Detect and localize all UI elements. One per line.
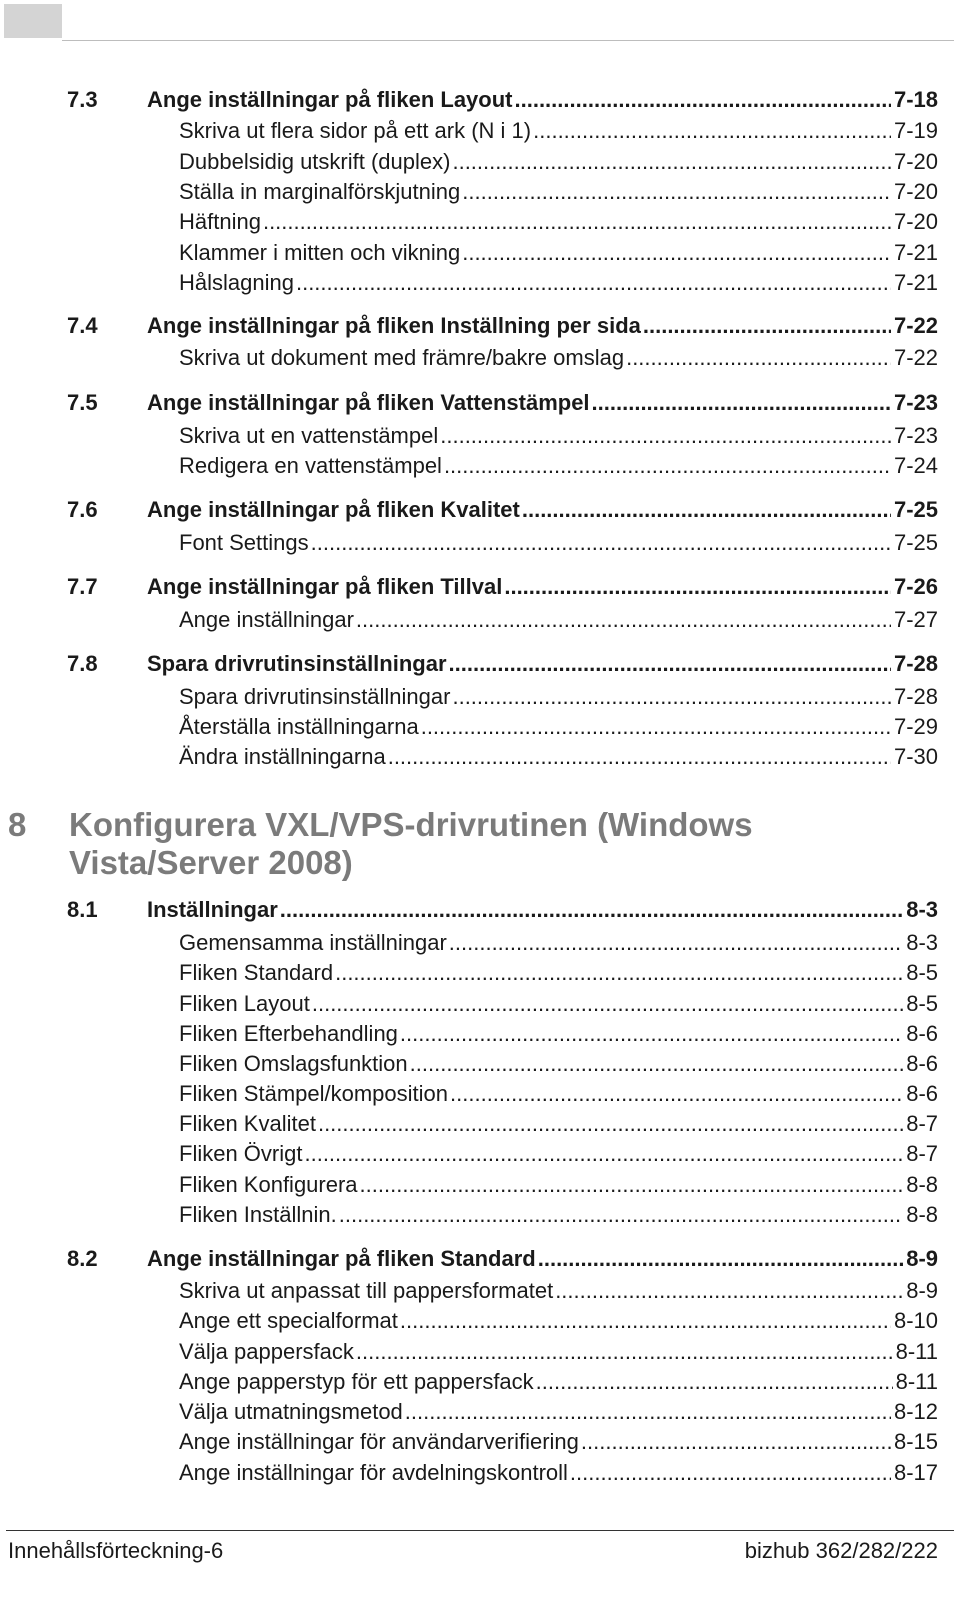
toc-subsection-entry[interactable]: [0, 604, 960, 636]
toc-dot-leader: [278, 894, 903, 926]
toc-subsection-entry[interactable]: [0, 711, 960, 743]
toc-dot-leader: [358, 1169, 904, 1201]
toc-page-number: 7-20: [893, 209, 938, 234]
chapter-title: Konfigurera VXL/VPS-drivrutinen (Windows Vista/Server 2008): [69, 806, 753, 881]
toc-entry-title: Skriva ut flera sidor på ett ark (N i 1): [179, 118, 532, 143]
toc-entry-line: [179, 342, 938, 374]
footer-section-label: Innehållsförteckning-6: [8, 1538, 224, 1563]
toc-subsection-entry[interactable]: [0, 1018, 960, 1050]
toc-dot-leader: [579, 1426, 891, 1458]
toc-subsection-entry[interactable]: [0, 1169, 960, 1201]
toc-subsection-entry[interactable]: [0, 1336, 960, 1368]
toc-entry-title: Ange ett specialformat: [179, 1308, 398, 1333]
toc-section-number: 7.8: [67, 651, 98, 676]
toc-page-number: 7-20: [893, 149, 938, 174]
toc-subsection-entry[interactable]: [0, 146, 960, 178]
toc-entry-title: Ange inställningar på fliken Layout: [147, 87, 513, 112]
toc-dot-leader: [337, 1199, 903, 1231]
footer-product-label: bizhub 362/282/222: [744, 1538, 938, 1563]
toc-section-number: 8.2: [67, 1246, 98, 1271]
toc-entry-line: [179, 115, 938, 147]
toc-section-entry[interactable]: [0, 571, 960, 603]
toc-entry-title: Ange inställningar på fliken Tillval: [147, 574, 503, 599]
toc-entry-title: Hålslagning: [179, 270, 294, 295]
toc-page-number: 8-6: [906, 1081, 938, 1106]
toc-dot-leader: [310, 988, 903, 1020]
toc-dot-leader: [408, 1048, 904, 1080]
toc-subsection-entry[interactable]: [0, 741, 960, 773]
toc-dot-leader: [294, 267, 891, 299]
toc-subsection-entry[interactable]: [0, 1048, 960, 1080]
toc-page-number: 7-22: [893, 313, 938, 338]
toc-page-number: 7-21: [893, 270, 938, 295]
toc-entry-line: [179, 237, 938, 269]
toc-page-number: 8-9: [906, 1278, 938, 1303]
toc-entry-line: [179, 957, 938, 989]
toc-entry-line: [179, 711, 938, 743]
toc-dot-leader: [590, 387, 891, 419]
toc-subsection-entry[interactable]: [0, 1138, 960, 1170]
toc-page-number: 8-12: [893, 1399, 938, 1424]
toc-entry-title: Häftning: [179, 209, 261, 234]
toc-dot-leader: [447, 648, 891, 680]
toc-entry-title: Fliken Konfigurera: [179, 1172, 358, 1197]
toc-entry-line: [179, 1396, 938, 1428]
toc-section-number: 7.4: [67, 313, 98, 338]
toc-dot-leader: [419, 711, 891, 743]
toc-dot-leader: [333, 957, 903, 989]
toc-dot-leader: [450, 146, 890, 178]
toc-dot-leader: [568, 1457, 891, 1489]
toc-dot-leader: [403, 1396, 891, 1428]
toc-page-number: 8-8: [906, 1202, 938, 1227]
toc-entry-title: Återställa inställningarna: [179, 714, 419, 739]
toc-page-number: 8-10: [893, 1308, 938, 1333]
toc-subsection-entry[interactable]: [0, 1426, 960, 1458]
toc-entry-title: Fliken Stämpel/komposition: [179, 1081, 449, 1106]
toc-entry-line: [179, 1426, 938, 1458]
toc-entry-line: [147, 387, 938, 419]
toc-entry-line: [179, 1078, 938, 1110]
toc-entry-line: [179, 1199, 938, 1231]
toc-entry-line: [179, 1048, 938, 1080]
toc-subsection-entry[interactable]: [0, 1305, 960, 1337]
toc-page-number: 8-5: [906, 960, 938, 985]
toc-page-number: 8-6: [906, 1021, 938, 1046]
toc-dot-leader: [641, 310, 891, 342]
toc-entry-title: Dubbelsidig utskrift (duplex): [179, 149, 451, 174]
toc-entry-title: Fliken Omslagsfunktion: [179, 1051, 408, 1076]
toc-entry-line: [179, 450, 938, 482]
toc-page-number: 7-29: [893, 714, 938, 739]
toc-entry-line: [179, 1169, 938, 1201]
toc-page-number: 7-25: [893, 530, 938, 555]
toc-page-number: 7-19: [893, 118, 938, 143]
toc-section-number: 7.5: [67, 390, 98, 415]
toc-subsection-entry[interactable]: [0, 681, 960, 713]
toc-entry-title: Skriva ut anpassat till pappersformatet: [179, 1278, 554, 1303]
toc-page-number: 8-7: [906, 1111, 938, 1136]
toc-subsection-entry[interactable]: [0, 1078, 960, 1110]
toc-section-entry[interactable]: [0, 494, 960, 526]
toc-dot-leader: [460, 176, 891, 208]
toc-page-number: 7-23: [893, 390, 938, 415]
toc-entry-title: Fliken Standard: [179, 960, 334, 985]
toc-dot-leader: [513, 84, 891, 116]
toc-page-number: 8-17: [893, 1460, 938, 1485]
toc-dot-leader: [447, 927, 903, 959]
toc-subsection-entry[interactable]: [0, 527, 960, 559]
toc-entry-line: [179, 1108, 938, 1140]
toc-entry-title: Fliken Layout: [179, 991, 310, 1016]
toc-dot-leader: [534, 1366, 893, 1398]
toc-entry-line: [147, 84, 938, 116]
toc-entry-line: [179, 1138, 938, 1170]
toc-entry-line: [179, 1457, 938, 1489]
toc-entry-title: Ange papperstyp för ett pappersfack: [179, 1369, 534, 1394]
toc-entry-title: Fliken Kvalitet: [179, 1111, 316, 1136]
toc-section-entry[interactable]: [0, 648, 960, 680]
toc-entry-line: [147, 571, 938, 603]
toc-subsection-entry[interactable]: [0, 1396, 960, 1428]
toc-entry-line: [179, 146, 938, 178]
toc-entry-title: Klammer i mitten och vikning: [179, 240, 461, 265]
toc-subsection-entry[interactable]: [0, 988, 960, 1020]
toc-dot-leader: [398, 1018, 903, 1050]
toc-entry-line: [179, 927, 938, 959]
toc-entry-title: Font Settings: [179, 530, 309, 555]
toc-dot-leader: [460, 237, 891, 269]
toc-entry-title: Fliken Inställnin.: [179, 1202, 337, 1227]
toc-section-entry[interactable]: [0, 310, 960, 342]
toc-entry-title: Ange inställningar för användarverifiering: [179, 1429, 579, 1454]
toc-entry-line: [179, 527, 938, 559]
toc-subsection-entry[interactable]: [0, 1457, 960, 1489]
toc-subsection-entry[interactable]: [0, 267, 960, 299]
toc-section-entry[interactable]: [0, 387, 960, 419]
toc-entry-title: Fliken Övrigt: [179, 1141, 303, 1166]
toc-entry-title: Ange inställningar på fliken Vattenstämpel: [147, 390, 590, 415]
toc-dot-leader: [354, 604, 891, 636]
toc-dot-leader: [354, 1336, 893, 1368]
toc-page-number: 8-15: [893, 1429, 938, 1454]
toc-entry-line: [179, 176, 938, 208]
toc-entry-title: Ställa in marginalförskjutning: [179, 179, 461, 204]
toc-dot-leader: [309, 527, 891, 559]
toc-page-number: 8-5: [906, 991, 938, 1016]
toc-page-number: 7-30: [893, 744, 938, 769]
toc-entry-title: Ange inställningar på fliken Standard: [147, 1246, 536, 1271]
toc-section-number: 7.6: [67, 497, 98, 522]
toc-entry-title: Spara drivrutinsinställningar: [179, 684, 451, 709]
toc-entry-line: [147, 310, 938, 342]
toc-dot-leader: [531, 115, 891, 147]
toc-subsection-entry[interactable]: [0, 115, 960, 147]
toc-page-number: 8-11: [895, 1369, 938, 1394]
toc-page-number: 7-24: [893, 453, 938, 478]
toc-page-number: 8-11: [895, 1339, 938, 1364]
toc-page-number: 8-9: [906, 1246, 938, 1271]
toc-entry-title: Redigera en vattenstämpel: [179, 453, 442, 478]
toc-dot-leader: [316, 1108, 903, 1140]
toc-entry-title: Välja utmatningsmetod: [179, 1399, 403, 1424]
toc-section-entry[interactable]: [0, 1243, 960, 1275]
toc-section-entry[interactable]: [0, 84, 960, 116]
toc-dot-leader: [438, 420, 891, 452]
toc-dot-leader: [502, 571, 891, 603]
toc-dot-leader: [624, 342, 891, 374]
toc-subsection-entry[interactable]: [0, 420, 960, 452]
toc-entry-title: Ändra inställningarna: [179, 744, 386, 769]
toc-subsection-entry[interactable]: [0, 957, 960, 989]
toc-section-number: 7.7: [67, 574, 98, 599]
toc-page-number: 8-7: [906, 1141, 938, 1166]
toc-entry-line: [147, 894, 938, 926]
toc-dot-leader: [261, 206, 891, 238]
toc-entry-line: [179, 681, 938, 713]
toc-page-number: 7-27: [893, 607, 938, 632]
toc-page-number: 7-28: [893, 651, 938, 676]
toc-entry-title: Ange inställningar för avdelningskontroll: [179, 1460, 568, 1485]
toc-entry-line: [179, 420, 938, 452]
toc-subsection-entry[interactable]: [0, 176, 960, 208]
toc-section-number: 7.3: [67, 87, 98, 112]
toc-entry-line: [179, 604, 938, 636]
toc-page-number: 7-21: [893, 240, 938, 265]
toc-subsection-entry[interactable]: [0, 450, 960, 482]
toc-entry-line: [179, 1366, 938, 1398]
toc-entry-title: Skriva ut dokument med främre/bakre omslag: [179, 345, 625, 370]
toc-entry-line: [147, 1243, 938, 1275]
toc-entry-title: Fliken Efterbehandling: [179, 1021, 398, 1046]
toc-page-number: 7-23: [893, 423, 938, 448]
toc-entry-title: Ange inställningar: [179, 607, 354, 632]
toc-subsection-entry[interactable]: [0, 342, 960, 374]
chapter-number: 8: [8, 806, 27, 843]
toc-dot-leader: [553, 1275, 903, 1307]
toc-dot-leader: [448, 1078, 903, 1110]
toc-entry-title: Inställningar: [147, 897, 278, 922]
toc-entry-line: [179, 1305, 938, 1337]
toc-dot-leader: [398, 1305, 891, 1337]
toc-dot-leader: [520, 494, 891, 526]
toc-dot-leader: [442, 450, 891, 482]
toc-subsection-entry[interactable]: [0, 1275, 960, 1307]
toc-entry-line: [179, 267, 938, 299]
toc-section-entry[interactable]: [0, 894, 960, 926]
toc-entry-title: Skriva ut en vattenstämpel: [179, 423, 439, 448]
toc-page-number: 7-18: [893, 87, 938, 112]
toc-entry-line: [179, 741, 938, 773]
toc-subsection-entry[interactable]: [0, 1366, 960, 1398]
footer-rule: [6, 1530, 954, 1531]
toc-dot-leader: [536, 1243, 903, 1275]
toc-entry-title: Gemensamma inställningar: [179, 930, 447, 955]
toc-entry-title: Ange inställningar på fliken Kvalitet: [147, 497, 520, 522]
toc-entry-line: [147, 494, 938, 526]
toc-dot-leader: [450, 681, 890, 713]
toc-entry-title: Spara drivrutinsinställningar: [147, 651, 447, 676]
toc-dot-leader: [386, 741, 891, 773]
toc-entry-title: Ange inställningar på fliken Inställning per sida: [147, 313, 641, 338]
toc-page-number: 7-26: [893, 574, 938, 599]
toc-page-number: 8-3: [906, 897, 938, 922]
toc-entry-line: [147, 648, 938, 680]
toc-subsection-entry[interactable]: [0, 206, 960, 238]
toc-subsection-entry[interactable]: [0, 1108, 960, 1140]
toc-page-number: 7-28: [893, 684, 938, 709]
toc-entry-line: [179, 1336, 938, 1368]
toc-dot-leader: [302, 1138, 903, 1170]
toc-page-number: 8-3: [906, 930, 938, 955]
toc-page-number: 8-6: [906, 1051, 938, 1076]
toc-entry-line: [179, 988, 938, 1020]
toc-entry-title: Välja pappersfack: [179, 1339, 354, 1364]
toc-entry-line: [179, 206, 938, 238]
toc-subsection-entry[interactable]: [0, 237, 960, 269]
toc-page-number: 8-8: [906, 1172, 938, 1197]
toc-entry-line: [179, 1018, 938, 1050]
toc-section-number: 8.1: [67, 897, 98, 922]
toc-page-number: 7-25: [893, 497, 938, 522]
toc-page-number: 7-20: [893, 179, 938, 204]
toc-subsection-entry[interactable]: [0, 1199, 960, 1231]
toc-page-number: 7-22: [893, 345, 938, 370]
toc-entry-line: [179, 1275, 938, 1307]
toc-subsection-entry[interactable]: [0, 927, 960, 959]
